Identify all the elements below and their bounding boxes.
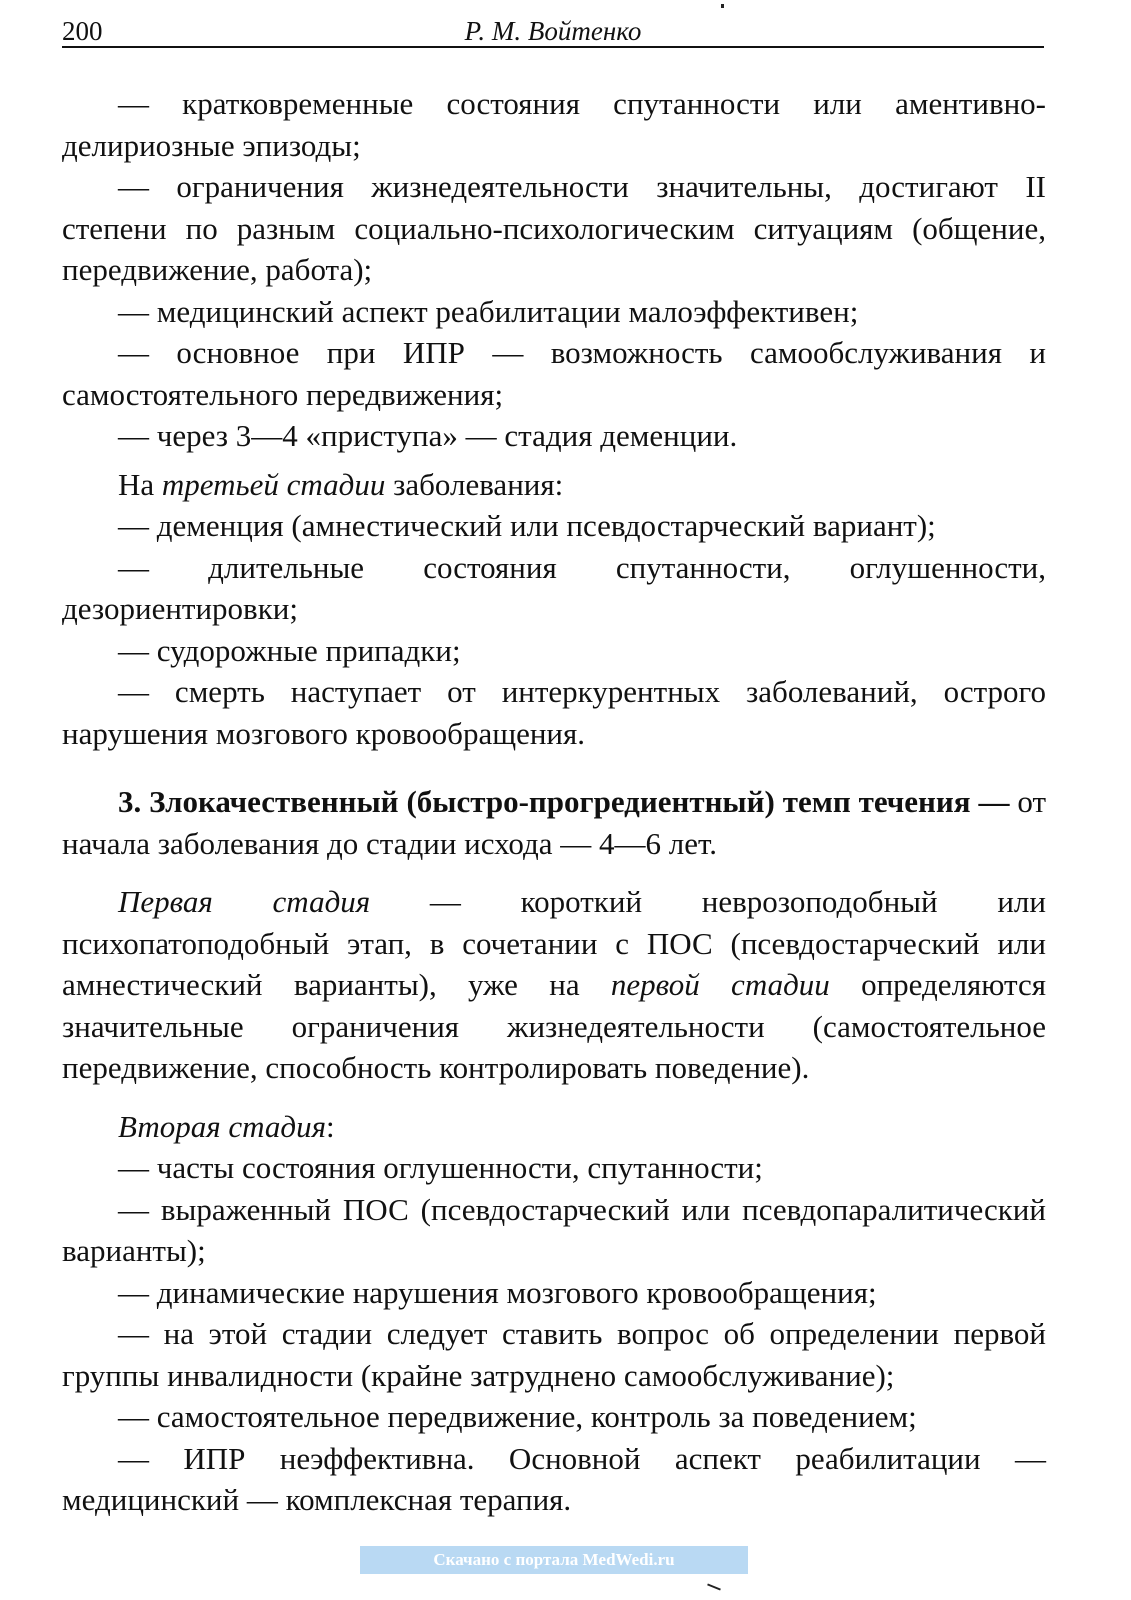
emphasis: Вторая стадия xyxy=(118,1108,326,1144)
list-item: — деменция (амнестический или псевдостарческий вариант); xyxy=(118,508,936,543)
list-item: — медицинский аспект реабилитации малоэффективен; xyxy=(118,293,859,329)
list-item: — через 3—4 «приступа» — стадия деменции. xyxy=(118,418,738,453)
section-heading-paragraph xyxy=(62,781,1046,864)
emphasis: первой стадии xyxy=(610,967,830,1002)
emphasis: третьей стадии xyxy=(161,466,386,502)
scan-speck xyxy=(721,4,724,8)
paragraph-first-stage xyxy=(62,881,1046,1089)
text-run: определяются значительные ограничения жизнедеятельности (самостоятельное передвижение, способность контролировать поведение). xyxy=(62,967,1046,1085)
download-watermark: Скачано с портала MedWedi.ru xyxy=(360,1546,748,1574)
list-item: — динамические нарушения мозгового кровообращения; xyxy=(118,1274,877,1310)
list-item: — судорожные припадки; xyxy=(118,632,461,668)
section-heading: 3. Злокачественный (быстро-прогредиентный) темп течения — xyxy=(118,784,1010,819)
emphasis: Первая стадия xyxy=(118,884,371,919)
list-item: — на этой стадии следует ставить вопрос об определении первой группы инвалидности (крайне затруднено самообслуживание); xyxy=(62,1316,1046,1393)
paragraph-second-stage xyxy=(62,1106,1046,1148)
list-item: — ИПР неэффективна. Основной аспект реабилитации — медицинский — комплексная терапия. xyxy=(62,1440,1046,1517)
list-item: — смерть наступает от интеркурентных заболеваний, острого нарушения мозгового кровообращения. xyxy=(62,674,1046,751)
list-item: — часты состояния оглушенности, спутанности; xyxy=(118,1150,763,1185)
text-run: : xyxy=(325,1108,335,1144)
running-head: Р. М. Войтенко xyxy=(464,16,642,46)
list-item: — основное при ИПР — возможность самообслуживания и самостоятельного передвижения; xyxy=(62,335,1046,412)
page-number: 200 xyxy=(62,16,103,46)
scan-speck xyxy=(707,1583,721,1590)
list-item: — кратковременные состояния спутанности или аментивно-делириозные эпизоды; xyxy=(62,86,1046,163)
body-text xyxy=(62,83,1046,1521)
page-header xyxy=(62,10,1044,48)
text-run: от начала заболевания до стадии исхода — 4—6 лет. xyxy=(62,784,1046,861)
text-run: — короткий неврозоподобный или психопатоподобный этап, в сочетании с ПОС (псевдостарческий или амнестический варианты), уже на xyxy=(62,884,1046,1002)
text-run: На xyxy=(118,466,162,502)
list-item: — длительные состояния спутанности, оглушенности, дезориентировки; xyxy=(62,549,1046,626)
list-item: — самостоятельное передвижение, контроль за поведением; xyxy=(118,1399,917,1434)
paragraph-third-stage xyxy=(62,464,1046,506)
text-run: заболевания: xyxy=(385,466,564,502)
list-item: — ограничения жизнедеятельности значительны, достигают II степени по разным социально-психологическим ситуациям (общение, передвижение, работа); xyxy=(62,169,1046,287)
list-item: — выраженный ПОС (псевдостарческий или псевдопаралитический варианты); xyxy=(62,1191,1046,1268)
